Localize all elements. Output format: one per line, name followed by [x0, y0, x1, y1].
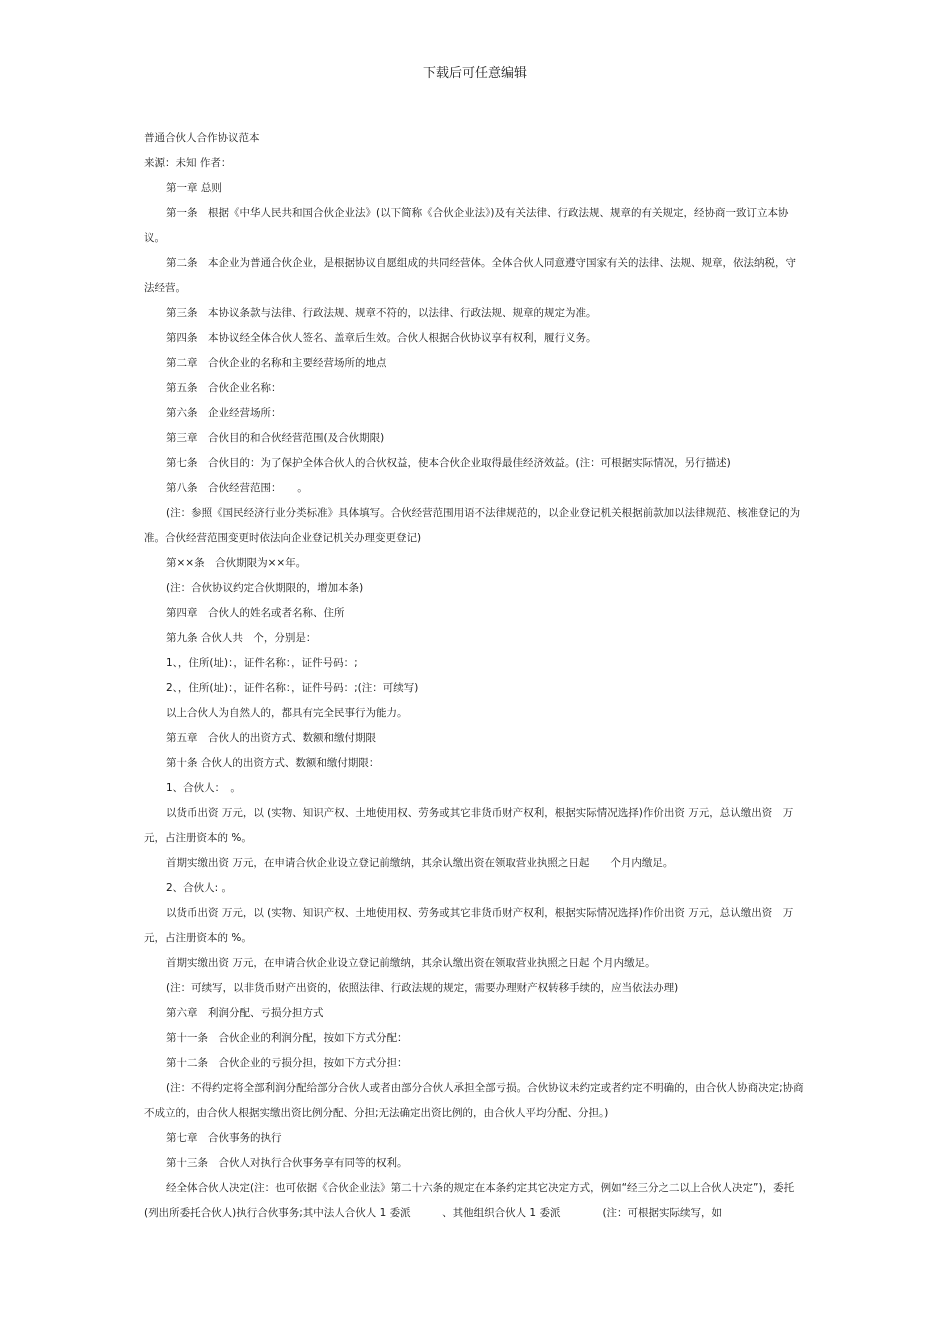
- paragraph: 2、，住所(址)：，证件名称：，证件号码：;(注：可续写): [166, 682, 419, 694]
- paragraph: 第十三条 合伙人对执行合伙事务享有同等的权利。: [166, 1157, 408, 1169]
- paragraph: 1、合伙人： 。: [166, 782, 241, 794]
- paragraph: 第十二条 合伙企业的亏损分担，按如下方式分担：: [166, 1057, 408, 1069]
- paragraph: 以上合伙人为自然人的，都具有完全民事行为能力。: [166, 707, 408, 719]
- paragraph: 第二条 本企业为普通合伙企业，是根据协议自愿组成的共同经营体。全体合伙人同意遵守国家有关的法律、法规、规章，依法纳税，守法经营。: [144, 257, 796, 294]
- paragraph: 第八条 合伙经营范围： 。: [166, 482, 308, 494]
- paragraph: 第五条 合伙企业名称：: [166, 382, 282, 394]
- paragraph: (注：参照《国民经济行业分类标准》具体填写。合伙经营范围用语不法律规范的，以企业登记机关根据前款加以法律规范、核准登记的为准。合伙经营范围变更时依法向企业登记机关办理变更登记): [144, 507, 801, 544]
- paragraph: 第××条 合伙期限为××年。: [166, 557, 307, 569]
- paragraph: 第四章 合伙人的姓名或者名称、住所: [166, 607, 345, 619]
- paragraph: 第十一条 合伙企业的利润分配，按如下方式分配：: [166, 1032, 408, 1044]
- paragraph: (注：合伙协议约定合伙期限的，增加本条): [166, 582, 364, 594]
- paragraph: 第十条 合伙人的出资方式、数额和缴付期限：: [166, 757, 380, 769]
- paragraph: 首期实缴出资 万元，在申请合伙企业设立登记前缴纳，其余认缴出资在领取营业执照之日起 个月内缴足。: [166, 957, 656, 969]
- paragraph: 首期实缴出资 万元，在申请合伙企业设立登记前缴纳，其余认缴出资在领取营业执照之日起 个月内缴足。: [166, 857, 674, 869]
- paragraph: 第一章 总则: [166, 182, 222, 194]
- paragraph: 第二章 合伙企业的名称和主要经营场所的地点: [166, 357, 387, 369]
- paragraph: 第七条 合伙目的：为了保护全体合伙人的合伙权益，使本合伙企业取得最佳经济效益。(注：可根据实际情况，另行描述): [166, 457, 731, 469]
- paragraph: 以货币出资 万元，以 (实物、知识产权、土地使用权、劳务或其它非货币财产权利，根据实际情况选择)作价出资 万元，总认缴出资 万元，占注册资本的 %。: [144, 907, 794, 944]
- paragraph: 来源：未知 作者：: [144, 157, 232, 169]
- paragraph: 第五章 合伙人的出资方式、数额和缴付期限: [166, 732, 376, 744]
- paragraph: 以货币出资 万元，以 (实物、知识产权、土地使用权、劳务或其它非货币财产权利，根据实际情况选择)作价出资 万元，总认缴出资 万元，占注册资本的 %。: [144, 807, 794, 844]
- paragraph: 第三章 合伙目的和合伙经营范围(及合伙期限): [166, 432, 385, 444]
- paragraph: 第四条 本协议经全体合伙人签名、盖章后生效。合伙人根据合伙协议享有权利，履行义务。: [166, 332, 597, 344]
- paragraph: 第七章 合伙事务的执行: [166, 1132, 282, 1144]
- paragraph: 经全体合伙人决定(注：也可依据《合伙企业法》第二十六条的规定在本条约定其它决定方式，例如“经三分之二以上合伙人决定”)，委托(列出所委托合伙人)执行合伙事务;其中法人合伙人 1 委派 、其他组织合伙人 1 委派 (注：可根据实际续写，如: [144, 1182, 795, 1219]
- paragraph: 第三条 本协议条款与法律、行政法规、规章不符的，以法律、行政法规、规章的规定为准。: [166, 307, 597, 319]
- page-header: 下载后可任意编辑: [422, 66, 527, 81]
- paragraph: (注：不得约定将全部利润分配给部分合伙人或者由部分合伙人承担全部亏损。合伙协议未约定或者约定不明确的，由合伙人协商决定;协商不成立的，由合伙人根据实缴出资比例分配、分担;无法确定出资比例的，由合伙人平均分配、分担。): [144, 1082, 804, 1119]
- paragraph: (注：可续写，以非货币财产出资的，依照法律、行政法规的规定，需要办理财产权转移手续的，应当依法办理): [166, 982, 679, 994]
- paragraph: 普通合伙人合作协议范本: [144, 132, 260, 144]
- paragraph: 第六条 企业经营场所：: [166, 407, 282, 419]
- paragraph: 2、合伙人: 。: [166, 882, 233, 894]
- paragraph: 第一条 根据《中华人民共和国合伙企业法》(以下简称《合伙企业法》)及有关法律、行政法规、规章的有关规定，经协商一致订立本协议。: [144, 207, 789, 244]
- document-body: [144, 126, 806, 1226]
- paragraph: 1、，住所(址)：，证件名称：，证件号码：;: [166, 657, 358, 669]
- paragraph: 第九条 合伙人共 个，分别是：: [166, 632, 317, 644]
- paragraph: 第六章 利润分配、亏损分担方式: [166, 1007, 324, 1019]
